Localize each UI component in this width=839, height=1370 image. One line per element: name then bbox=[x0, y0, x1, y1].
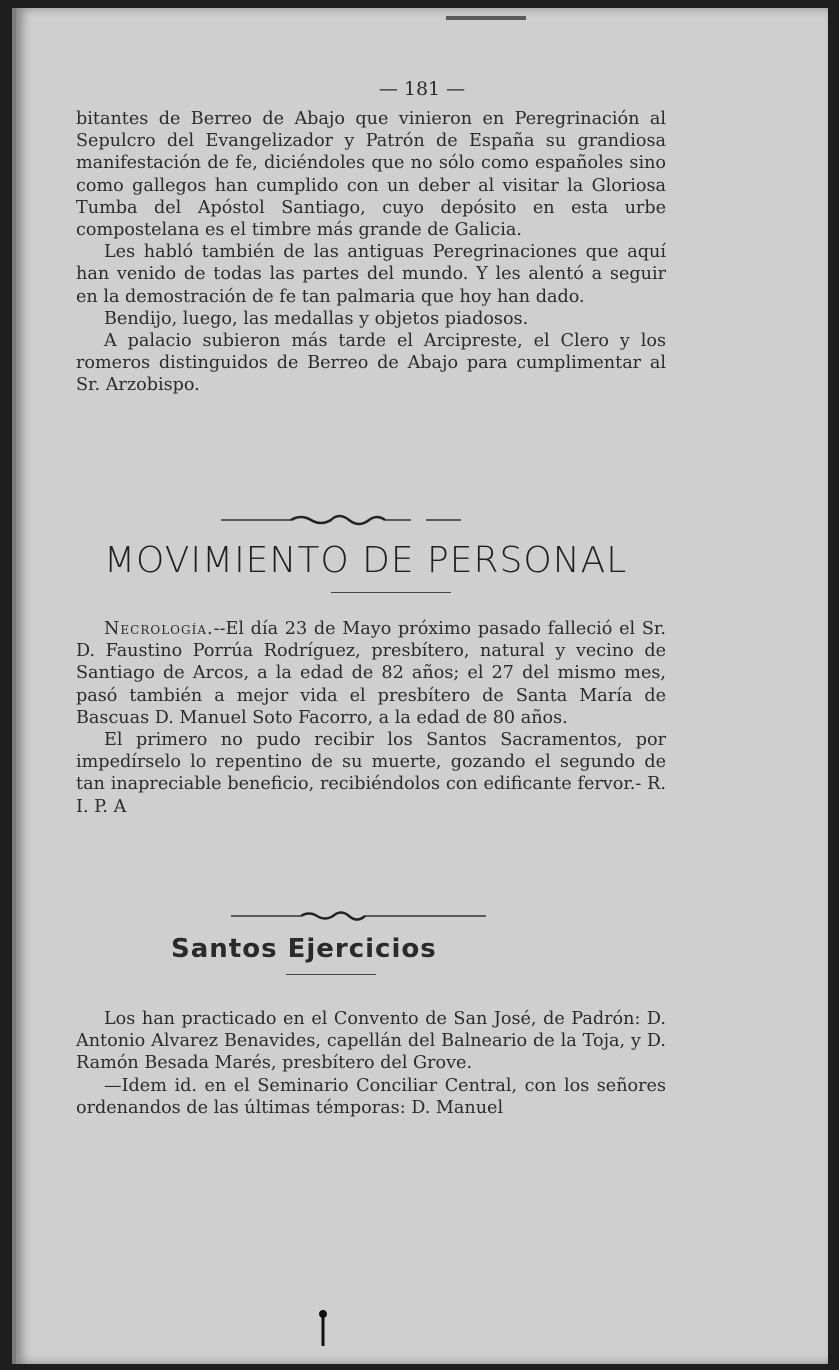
necrologia-block bbox=[76, 618, 666, 818]
paragraph: El primero no pudo recibir los Santos Sacramentos, por impedírselo lo repentino de su muerte, gozando el segundo de tan inapreciable beneficio, recibiéndolos con edificante fervor.- R. I. P. A bbox=[76, 730, 666, 817]
paragraph: bitantes de Berreo de Abajo que vinieron en Peregrinación al Sepulcro del Evangelizador y Patrón de España su grandiosa manifestación de fe, diciéndoles que no sólo como españoles sino como gallegos han cumplido con un deber al visitar la Gloriosa Tumba del Apóstol Santiago, cuyo depósito en esta urbe compostelana es el timbre más grande de Galicia. bbox=[76, 109, 666, 241]
paragraph: —Idem id. en el Seminario Conciliar Central, con los señores ordenandos de las últimas témporas: D. Manuel bbox=[76, 1075, 666, 1118]
ejercicios-block bbox=[76, 1008, 666, 1119]
decorative-divider-icon bbox=[231, 906, 491, 926]
binding-mark-icon bbox=[316, 1308, 330, 1348]
decorative-divider-icon bbox=[221, 510, 491, 530]
title-underline bbox=[286, 974, 376, 975]
paragraph-text: --El día 23 de Mayo próximo pasado falleció el Sr. D. Faustino Porrúa Rodríguez, presbítero, natural y vecino de Santiago de Arcos, a la edad de 82 años; el 27 del mismo mes, pasó también a mejor vida el presbítero de Santa María de Bascuas D. Manuel Soto Facorro, a la edad de 80 años. bbox=[76, 619, 666, 728]
paragraph: A palacio subieron más tarde el Arcipreste, el Clero y los romeros distinguidos de Berreo de Abajo para cumplimentar al Sr. Arzobispo. bbox=[76, 331, 666, 396]
paragraph: Los han practicado en el Convento de San José, de Padrón: D. Antonio Alvarez Benavides, capellán del Balneario de la Toja, y D. Ramón Besada Marés, presbítero del Grove. bbox=[76, 1009, 666, 1074]
lead-word: Necrología. bbox=[104, 619, 214, 639]
scan-mark bbox=[446, 16, 526, 20]
page-number: — 181 — bbox=[378, 78, 466, 100]
section-title: MOVIMIENTO DE PERSONAL bbox=[104, 540, 628, 581]
document-page bbox=[12, 8, 828, 1364]
section-title: Santos Ejercicios bbox=[171, 934, 437, 964]
title-underline bbox=[331, 592, 451, 593]
paragraph: Les habló también de las antiguas Peregrinaciones que aquí han venido de todas las partes del mundo. Y les alentó a seguir en la demostración de fe tan palmaria que hoy han dado. bbox=[76, 242, 666, 307]
paragraph: Bendijo, luego, las medallas y objetos piadosos. bbox=[104, 308, 529, 329]
paragraph-block-top bbox=[76, 108, 666, 397]
paragraph bbox=[76, 618, 666, 729]
